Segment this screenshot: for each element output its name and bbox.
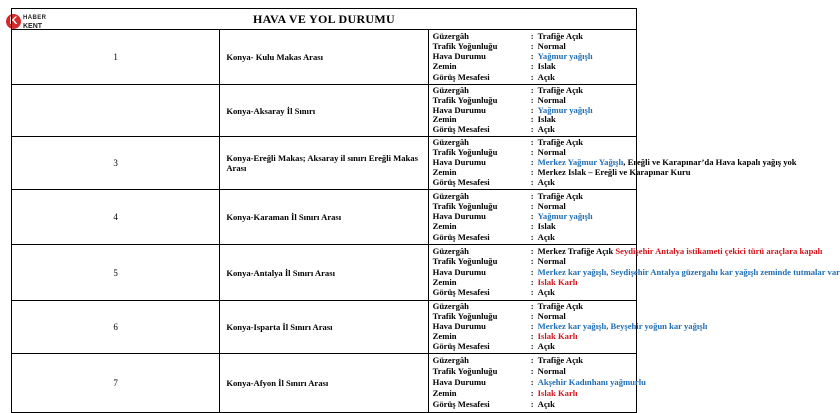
field-label: Görüş Mesafesi (432, 398, 490, 409)
value-segment: Açık (537, 287, 555, 298)
value-segment: Merkez kar yağışlı, Seydişehir Antalya güzergahı kar yağışlı zeminde tutmalar var (537, 266, 840, 277)
field-colon: : (530, 231, 534, 242)
detail-line (429, 32, 636, 42)
field-colon: : (530, 85, 534, 95)
field-colon: : (530, 321, 534, 332)
value-segment: Trafiğe Açık (537, 137, 584, 148)
value-segment: Açık (537, 231, 555, 242)
detail-line (429, 377, 646, 388)
field-colon: : (530, 256, 534, 267)
value-segment: Trafiğe Açık (537, 30, 584, 41)
route-number: 1 (12, 30, 220, 85)
route-row (12, 245, 637, 301)
detail-line (429, 233, 636, 243)
field-label: Görüş Mesafesi (432, 340, 490, 351)
route-name: Konya- Kulu Makas Arası (220, 30, 428, 85)
route-row (12, 85, 637, 137)
detail-lines (429, 30, 636, 84)
detail-lines (429, 85, 636, 136)
field-colon: : (530, 211, 534, 222)
detail-line (429, 400, 636, 410)
value-segment: Açık (537, 71, 555, 82)
field-label: Güzergâh (432, 30, 469, 41)
field-value (538, 125, 555, 135)
field-colon: : (530, 388, 534, 399)
route-number: 6 (12, 301, 220, 354)
field-colon: : (530, 40, 534, 51)
detail-lines (429, 137, 797, 189)
detail-line (429, 178, 636, 188)
field-colon: : (530, 377, 534, 388)
detail-line (429, 257, 636, 267)
value-segment: Trafiğe Açık (537, 355, 584, 366)
value-segment: Yağmur yağışlı (537, 51, 593, 62)
field-label: Görüş Mesafesi (432, 124, 490, 135)
value-segment: Islak Karlı (537, 277, 578, 288)
field-label: Güzergâh (432, 301, 469, 312)
field-value (538, 257, 566, 267)
value-segment: Islak (537, 61, 556, 72)
route-name: Konya-Antalya İl Sınırı Arası (220, 245, 428, 301)
value-segment: Islak Karlı (537, 331, 578, 342)
value-segment: Normal (537, 366, 566, 377)
value-segment: Normal (537, 256, 566, 267)
detail-line (429, 73, 636, 83)
detail-line (429, 367, 636, 377)
field-label: Hava Durumu (432, 104, 486, 115)
field-colon: : (530, 124, 534, 135)
field-label: Güzergâh (432, 190, 469, 201)
field-label: Görüş Mesafesi (432, 231, 490, 242)
route-details (428, 85, 636, 137)
field-colon: : (530, 137, 534, 148)
field-label: Güzergâh (432, 137, 469, 148)
field-label: Zemin (432, 277, 457, 288)
detail-line (429, 288, 636, 298)
field-value (538, 278, 578, 288)
field-value (538, 288, 555, 298)
field-colon: : (530, 157, 534, 168)
value-segment: Akşehir Kadınhanı yağmurlu (537, 377, 646, 388)
field-label: Hava Durumu (432, 377, 486, 388)
field-label: Güzergâh (432, 355, 469, 366)
route-row (12, 301, 637, 354)
route-number: 5 (12, 245, 220, 301)
route-name: Konya-Aksaray İl Sınırı (220, 85, 428, 137)
field-value (538, 367, 566, 377)
route-name: Konya-Karaman İl Sınırı Arası (220, 190, 428, 245)
detail-line (429, 389, 636, 399)
value-segment: Açık (537, 176, 555, 187)
value-segment: Yağmur yağışlı (537, 211, 593, 222)
field-value (538, 168, 691, 178)
field-label: Görüş Mesafesi (432, 71, 490, 82)
field-colon: : (530, 311, 534, 322)
detail-line (429, 342, 636, 352)
field-label: Hava Durumu (432, 211, 486, 222)
route-row (12, 30, 637, 85)
field-value (538, 73, 555, 83)
value-segment: Açık (537, 340, 555, 351)
value-segment: Merkez Islak – Ereğli ve Karapınar Kuru (537, 167, 691, 178)
value-segment: Merkez Trafiğe Açık (537, 245, 616, 256)
value-segment: Normal (537, 311, 566, 322)
detail-lines (429, 301, 708, 353)
field-colon: : (530, 331, 534, 342)
value-segment: Açık (537, 124, 555, 135)
route-name: Konya-Afyon İl Sınırı Arası (220, 354, 428, 413)
field-label: Hava Durumu (432, 321, 486, 332)
value-segment: Normal (537, 94, 566, 105)
field-colon: : (530, 366, 534, 377)
detail-line (429, 245, 823, 257)
detail-line (429, 192, 636, 202)
field-colon: : (530, 176, 534, 187)
value-segment: Islak Karlı (537, 388, 578, 399)
road-weather-table (11, 8, 840, 413)
page-title: HAVA VE YOL DURUMU (12, 9, 637, 30)
field-label: Güzergâh (432, 245, 469, 256)
route-details (428, 301, 708, 354)
detail-line (429, 222, 636, 232)
field-label: Zemin (432, 388, 457, 399)
field-label: Trafik Yoğunluğu (432, 147, 498, 158)
detail-lines (429, 354, 646, 412)
route-name: Konya-Ereğli Makas; Aksaray il sınırı Ereğli Makas Arası (220, 137, 428, 190)
value-segment: Islak (537, 221, 556, 232)
field-colon: : (530, 61, 534, 72)
value-segment: Islak (537, 114, 556, 125)
detail-lines (429, 190, 636, 244)
field-colon: : (530, 277, 534, 288)
value-segment: Normal (537, 200, 566, 211)
field-value (538, 247, 823, 257)
field-colon: : (530, 51, 534, 62)
field-value (538, 342, 555, 352)
field-label: Trafik Yoğunluğu (432, 256, 498, 267)
value-segment: Seydişehir Antalya istikameti çekici türü araçlara kapalı (615, 245, 823, 256)
detail-line (429, 266, 840, 278)
field-label: Trafik Yoğunluğu (432, 311, 498, 322)
route-details (428, 190, 636, 245)
field-colon: : (530, 167, 534, 178)
detail-line (429, 278, 636, 288)
route-number: 3 (12, 137, 220, 190)
field-colon: : (530, 301, 534, 312)
route-row (12, 137, 637, 190)
field-value (538, 178, 555, 188)
route-number: 4 (12, 190, 220, 245)
value-segment: Normal (537, 40, 566, 51)
logo-text-haber: HABER (23, 15, 47, 21)
field-colon: : (530, 266, 534, 277)
field-colon: : (530, 398, 534, 409)
field-value (538, 378, 646, 388)
field-label: Trafik Yoğunluğu (432, 200, 498, 211)
value-segment: Trafiğe Açık (537, 190, 584, 201)
field-colon: : (530, 30, 534, 41)
value-segment: Yağmur yağışlı (537, 104, 593, 115)
field-value (538, 356, 583, 366)
route-row (12, 354, 637, 413)
field-label: Trafik Yoğunluğu (432, 94, 498, 105)
route-number (12, 85, 220, 137)
field-label: Zemin (432, 61, 457, 72)
field-colon: : (530, 245, 534, 256)
route-details (428, 245, 840, 301)
field-value (538, 268, 840, 278)
detail-line (429, 125, 636, 135)
detail-line (429, 356, 636, 366)
route-details (428, 354, 646, 413)
field-value (538, 400, 555, 410)
field-label: Trafik Yoğunluğu (432, 366, 498, 377)
route-name: Konya-Isparta İl Sınırı Arası (220, 301, 428, 354)
field-colon: : (530, 287, 534, 298)
detail-line (429, 62, 636, 72)
route-number: 7 (12, 354, 220, 413)
value-segment: Merkez kar yağışlı, Beyşehir yoğun kar yağışlı (537, 321, 708, 332)
field-colon: : (530, 340, 534, 351)
field-label: Güzergâh (432, 85, 469, 95)
field-colon: : (530, 114, 534, 125)
field-label: Zemin (432, 221, 457, 232)
field-label: Hava Durumu (432, 51, 486, 62)
field-label: Görüş Mesafesi (432, 176, 490, 187)
value-segment: , Ereğli ve Karapınar’da Hava kapalı yağış yok (623, 157, 797, 168)
value-segment: Trafiğe Açık (537, 301, 584, 312)
field-colon: : (530, 221, 534, 232)
value-segment: Normal (537, 147, 566, 158)
value-segment: Trafiğe Açık (537, 85, 584, 95)
field-colon: : (530, 190, 534, 201)
route-details (428, 137, 797, 190)
field-value (538, 389, 578, 399)
field-label: Zemin (432, 114, 457, 125)
field-label: Zemin (432, 331, 457, 342)
field-label: Hava Durumu (432, 157, 486, 168)
field-colon: : (530, 71, 534, 82)
logo-text-kent: KENT (23, 23, 43, 30)
field-label: Zemin (432, 167, 457, 178)
value-segment: Merkez Yağmur Yağışlı (537, 157, 624, 168)
field-colon: : (530, 200, 534, 211)
field-colon: : (530, 355, 534, 366)
logo-mark: K (6, 14, 21, 29)
value-segment: Açık (537, 398, 555, 409)
field-label: Hava Durumu (432, 266, 486, 277)
route-details (428, 30, 636, 85)
field-label: Trafik Yoğunluğu (432, 40, 498, 51)
field-value (538, 233, 555, 243)
title-row (12, 9, 637, 30)
field-label: Görüş Mesafesi (432, 287, 490, 298)
field-colon: : (530, 147, 534, 158)
route-row (12, 190, 637, 245)
detail-lines (429, 245, 840, 300)
field-colon: : (530, 104, 534, 115)
field-colon: : (530, 94, 534, 105)
